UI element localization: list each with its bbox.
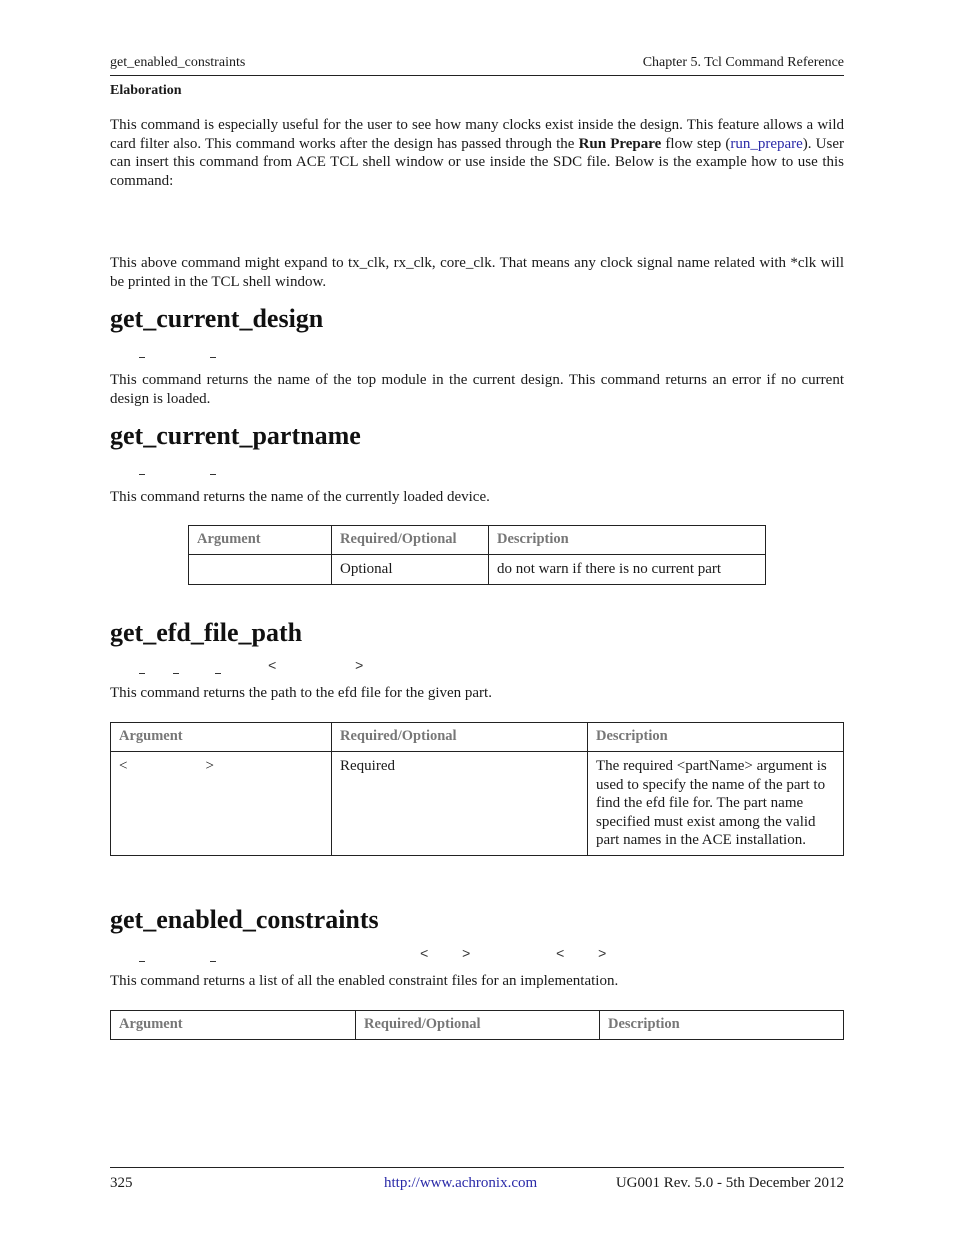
syntax-gt: > [355, 659, 364, 675]
elaboration-text-2: flow step ( [661, 135, 731, 152]
cell-description: The required <partName> argument is used to specify the name of the part to find the efd file for. The part name specified must exist among the valid part names in the ACE installation. [588, 752, 844, 856]
column-header-required: Required/Optional [332, 526, 489, 555]
cell-argument [189, 555, 332, 585]
table-header-row [189, 526, 766, 555]
table-header-row [111, 1011, 844, 1040]
elaboration-paragraph-2: This above command might expand to tx_clk, rx_clk, core_clk. That means any clock signal name related with *clk will be printed in the TCL shell window. [110, 255, 844, 290]
page-number: 325 [110, 1175, 133, 1191]
column-header-description: Description [600, 1011, 844, 1040]
section-title-enabled-constraints: get_enabled_constraints [110, 905, 379, 934]
header-chapter-title: Chapter 5. Tcl Command Reference [642, 55, 844, 70]
running-header [110, 55, 844, 76]
syntax-enabled-constraints [110, 947, 844, 963]
running-footer [110, 1167, 844, 1192]
column-header-argument: Argument [189, 526, 332, 555]
column-header-argument: Argument [111, 723, 332, 752]
cell-description: do not warn if there is no current part [489, 555, 766, 585]
syntax-efd-file-path [110, 659, 844, 675]
efd-file-path-argument-table [110, 722, 844, 856]
table-row [111, 752, 844, 856]
syntax-current-partname [110, 460, 844, 476]
elaboration-paragraph [110, 116, 844, 190]
run-prepare-link[interactable]: run_prepare [730, 135, 803, 152]
column-header-required: Required/Optional [332, 723, 588, 752]
syntax-lt-2: < [556, 947, 565, 963]
elaboration-text-1: This command is especially useful for the user to see how many clocks exist inside the design. This feature allows a wild card filter also. This command works after the design has passed through the [110, 117, 844, 152]
syntax-gt-2: > [598, 947, 607, 963]
document-page [110, 0, 844, 1235]
current-partname-description: This command returns the name of the currently loaded device. [110, 489, 490, 505]
syntax-gt-1: > [462, 947, 471, 963]
column-header-description: Description [588, 723, 844, 752]
cell-required: Optional [332, 555, 489, 585]
current-design-description: This command returns the name of the top module in the current design. This command returns an error if no current design is loaded. [110, 372, 844, 407]
run-prepare-bold: Run Prepare [578, 135, 662, 152]
column-header-description: Description [489, 526, 766, 555]
column-header-argument: Argument [111, 1011, 356, 1040]
cell-argument: < > [111, 752, 332, 856]
section-title-current-design: get_current_design [110, 304, 324, 333]
section-title-current-partname: get_current_partname [110, 421, 361, 450]
footer-revision: UG001 Rev. 5.0 - 5th December 2012 [615, 1175, 844, 1191]
table-row [189, 555, 766, 585]
footer-website-link[interactable]: http://www.achronix.com [384, 1175, 538, 1191]
elaboration-text-3: ). User can insert this command from ACE TCL shell window or use inside the SDC file. Below is the example how to use this command: [110, 135, 844, 189]
enabled-constraints-description: This command returns a list of all the enabled constraint files for an implementation. [110, 973, 619, 989]
table-header-row [111, 723, 844, 752]
column-header-required: Required/Optional [356, 1011, 600, 1040]
syntax-lt: < [268, 659, 277, 675]
cell-required: Required [332, 752, 588, 856]
current-partname-argument-table [188, 525, 766, 585]
header-section-name: get_enabled_constraints [110, 55, 246, 70]
paragraph-title-elaboration: Elaboration [110, 83, 182, 98]
section-title-efd-file-path: get_efd_file_path [110, 618, 303, 647]
syntax-lt-1: < [420, 947, 429, 963]
efd-file-path-description: This command returns the path to the efd file for the given part. [110, 685, 492, 701]
syntax-current-design [110, 343, 844, 359]
enabled-constraints-argument-table [110, 1010, 844, 1040]
